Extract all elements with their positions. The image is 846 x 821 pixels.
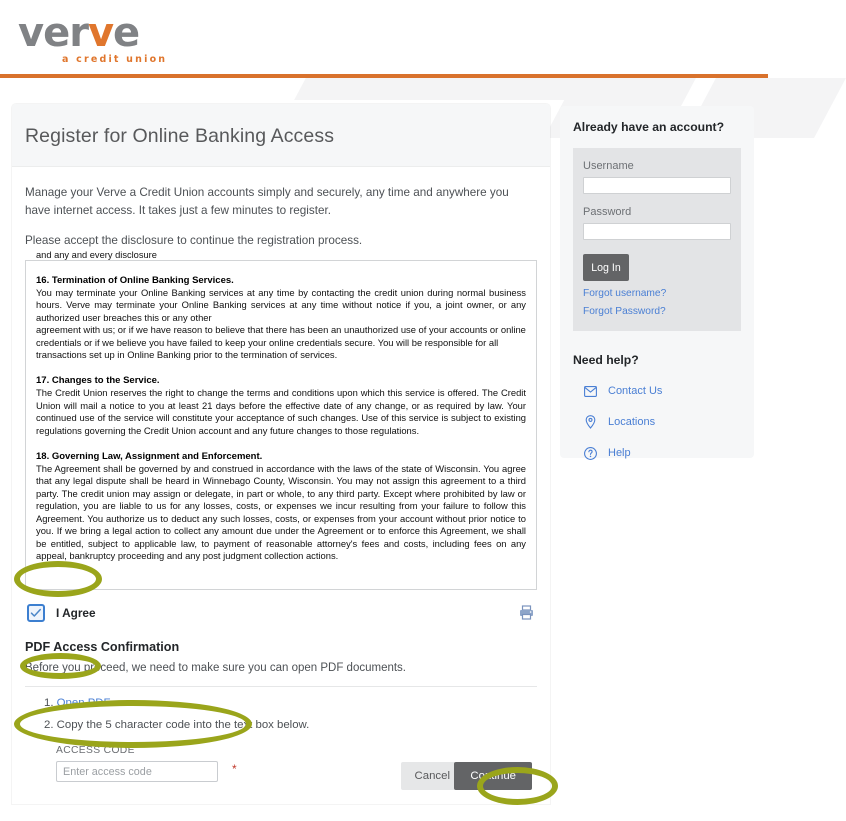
- pdf-step-1-number: 1.: [44, 697, 57, 709]
- sidebar-help-heading: Need help?: [573, 353, 639, 367]
- pdf-step-2: 2. Copy the 5 character code into the text box below.: [44, 719, 310, 731]
- disclosure-heading: 17. Changes to the Service.: [36, 375, 160, 387]
- pdf-step-1: [25, 697, 537, 709]
- password-input[interactable]: [583, 223, 731, 240]
- disclosure-heading: 16. Termination of Online Banking Services.: [36, 275, 234, 286]
- agree-row: [25, 602, 537, 628]
- logo-text-part-2: e: [113, 10, 140, 56]
- access-code-label: ACCESS CODE: [56, 745, 135, 756]
- disclosure-clipped-line: and any and every disclosure: [36, 250, 157, 260]
- intro-paragraph-1: Manage your Verve a Credit Union accounts simply and securely, any time and anywhere you have internet access. It takes just a few minutes to register.: [25, 186, 509, 217]
- locations-link[interactable]: Locations: [608, 416, 656, 428]
- background-chevron: [294, 78, 606, 100]
- login-sidebar: [560, 106, 754, 458]
- disclosure-paragraph: The Credit Union reserves the right to change the terms and conditions upon which this service is offered. The Credit Union will mail a notice to you at least 21 days before the effective date of any change, or as required by law. Your continued use of the service will constitute your acceptance of such changes. Use of this service is subject to existing regulations governing the Credit Union account and any future changes to those regulations.: [36, 387, 526, 436]
- continue-button[interactable]: Continue: [454, 762, 532, 790]
- log-in-button[interactable]: Log In: [583, 254, 629, 281]
- contact-us-link[interactable]: Contact Us: [608, 385, 663, 397]
- registration-card: [12, 104, 550, 804]
- username-input[interactable]: [583, 177, 731, 194]
- card-body: [12, 167, 550, 783]
- disclosure-paragraph: You may terminate your Online Banking services at any time by contacting the credit union during normal business hours. Verve may terminate your Online Banking services at any time without notice if you, a joint owner, or any authorized user breaches this or any other: [36, 287, 526, 323]
- i-agree-checkbox[interactable]: [27, 604, 45, 622]
- page-title: Register for Online Banking Access: [25, 125, 335, 147]
- section-divider: [25, 686, 537, 687]
- forgot-username-link[interactable]: Forgot username?: [583, 288, 667, 299]
- required-asterisk: *: [232, 762, 237, 776]
- disclosure-paragraph: agreement with us; or if we have reason to believe that there has been an unauthorized use of your accounts or online credentials or if we believe you have failed to keep your online credentials secure. You will be responsible for all transactions set up in Online Banking prior to the termination of services.: [36, 324, 526, 361]
- envelope-icon: [583, 384, 597, 398]
- login-form: [573, 148, 741, 331]
- brand-header: [0, 0, 768, 75]
- checkmark-icon: [30, 607, 42, 619]
- question-circle-icon: [583, 446, 597, 460]
- printer-icon[interactable]: [518, 604, 536, 622]
- help-item-help[interactable]: [583, 446, 741, 460]
- username-label: Username: [583, 160, 634, 172]
- open-pdf-link[interactable]: Open PDF: [56, 697, 111, 709]
- cancel-button[interactable]: Cancel: [401, 762, 464, 790]
- i-agree-label: I Agree: [56, 606, 96, 620]
- help-link[interactable]: Help: [608, 447, 631, 459]
- password-label: Password: [583, 206, 632, 218]
- logo-text-part-1: ver: [18, 10, 88, 56]
- disclosure-scrollbox[interactable]: [25, 250, 537, 590]
- verve-logo[interactable]: [18, 12, 168, 64]
- logo-wordmark: [18, 12, 139, 54]
- card-header: [12, 104, 550, 167]
- map-pin-icon: [583, 415, 597, 429]
- disclosure-paragraph: The Agreement shall be governed by and construed in accordance with the laws of the state of Wisconsin. You agree that any legal dispute shall be heard in Winnebago County, Wisconsin. You may not assign this agreement to a third party. The credit union may assign or delegate, in part or whole, to any third party. Except where prohibited by law or regulation, you are liable to us for any losses, costs, or expenses we incur resulting from your failure to follow this Agreement. You authorize us to deduct any such losses, costs, or expenses from your account without prior notice to you. If we bring a legal action to collect any amount due under the Agreement or to enforce this Agreement, we shall be entitled, subject to applicable law, to payment of reasonable attorney's fees and costs, including fees on any appeal, bankruptcy proceeding and any post judgment collection actions.: [36, 463, 526, 561]
- intro-paragraph-2: Please accept the disclosure to continue the registration process.: [25, 234, 363, 247]
- pdf-section-title: PDF Access Confirmation: [25, 640, 180, 654]
- pdf-section-subtitle: Before you proceed, we need to make sure you can open PDF documents.: [25, 662, 406, 674]
- logo-text-accent: v: [87, 10, 114, 56]
- forgot-password-link[interactable]: Forgot Password?: [583, 306, 666, 317]
- disclosure-heading: 18. Governing Law, Assignment and Enforcement.: [36, 451, 263, 463]
- help-item-contact-us[interactable]: [583, 384, 741, 398]
- logo-tagline: a credit union: [62, 54, 168, 65]
- card-footer: [12, 748, 550, 804]
- sidebar-account-heading: Already have an account?: [573, 120, 725, 134]
- help-item-locations[interactable]: [583, 415, 741, 429]
